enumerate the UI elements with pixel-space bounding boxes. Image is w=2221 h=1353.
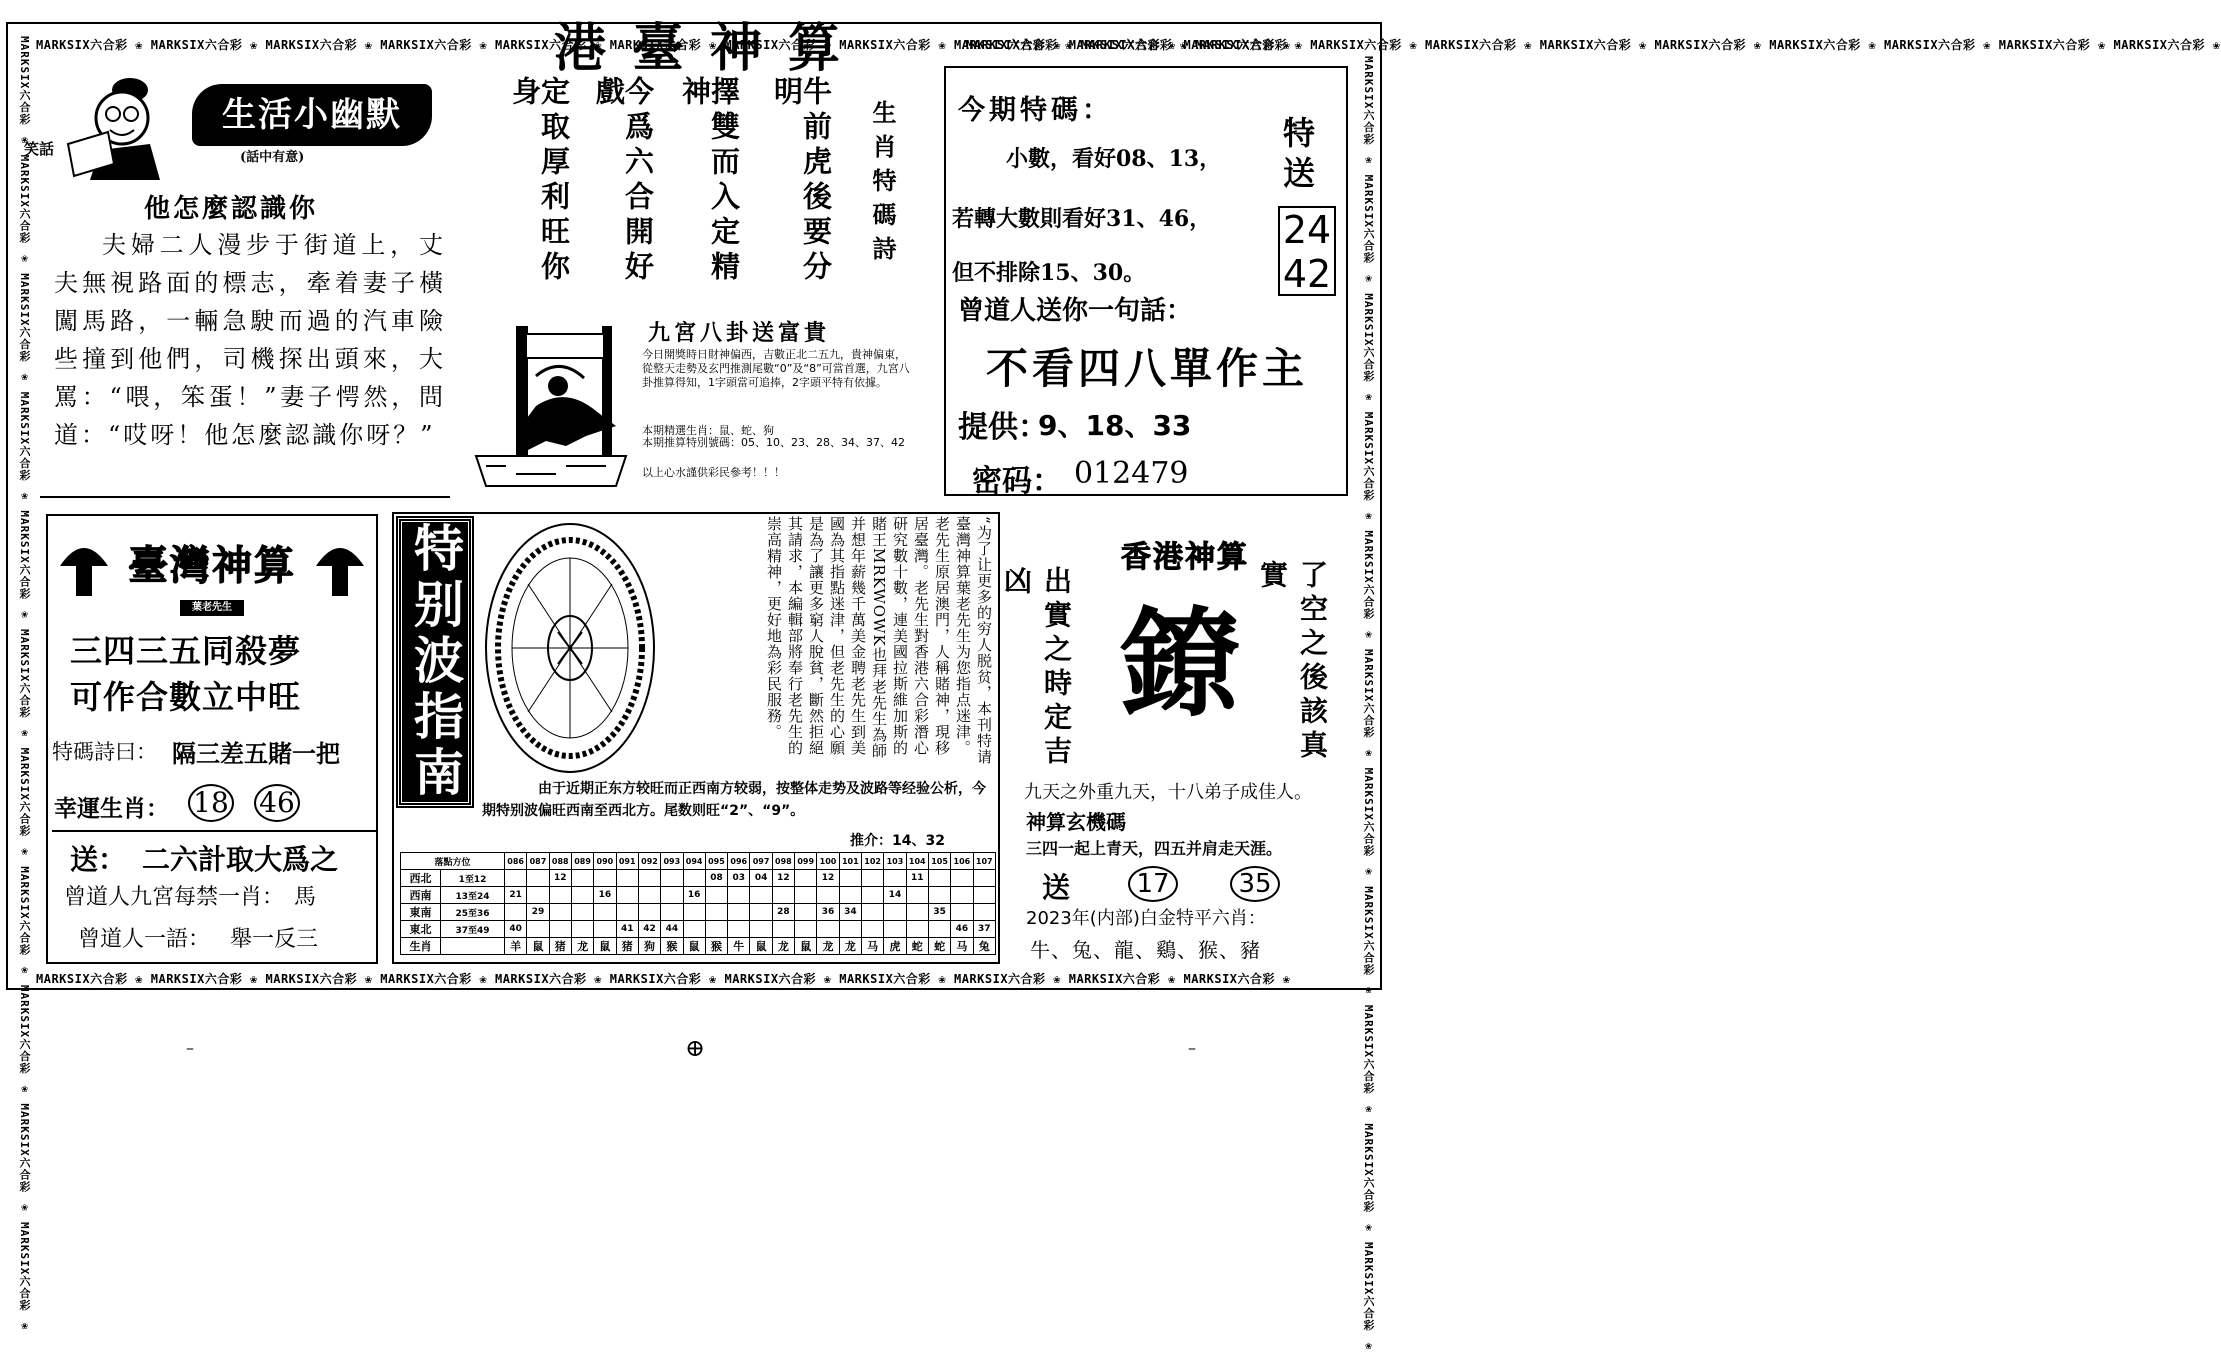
table-cell — [906, 887, 928, 904]
table-cell: 蛇 — [928, 938, 950, 955]
top-right-band: MARKSIX六合彩 ❀ MARKSIX六合彩 ❀ MARKSIX六合彩 ❀ MARKSIX六合彩 ❀ MARKSIX六合彩 ❀ MARKSIX六合彩 ❀ MARKSIX六合彩 ❀ MARKSIX六合彩 ❀ MARKSIX六合彩 ❀ MARKSIX六合彩 ❀ MARKSIX六合彩 ❀ — [966, 38, 2221, 52]
table-cell — [906, 921, 928, 938]
table-cell — [705, 921, 727, 938]
table-cell: 12 — [772, 870, 794, 887]
poem-line-2: 擇雙而入定精神 — [678, 76, 741, 286]
table-cell: 兔 — [973, 938, 995, 955]
table-cell — [928, 870, 950, 887]
left-band: MARKSIX六合彩 ❀ MARKSIX六合彩 ❀ MARKSIX六合彩 ❀ MARKSIX六合彩 ❀ MARKSIX六合彩 ❀ MARKSIX六合彩 ❀ MARKSIX六合彩 ❀ MARKSIX六合彩 ❀ MARKSIX六合彩 ❀ MARKSIX六合彩 ❀ MARKSIX六合彩 ❀ — [18, 36, 31, 1334]
lucky-label: 幸運生肖： — [54, 795, 169, 822]
table-cell — [795, 904, 817, 921]
right-mushroom-icon — [314, 540, 366, 600]
row-direction: 生肖 — [401, 938, 441, 955]
period-header: 101 — [839, 853, 861, 870]
poem-line-1: 牛前虎後要分明 — [770, 76, 833, 286]
table-cell: 狗 — [638, 938, 660, 955]
table-cell — [571, 904, 593, 921]
table-cell: 16 — [683, 887, 705, 904]
table-cell — [862, 870, 884, 887]
ban-label: 曾道人九宮每禁一肖： — [64, 885, 285, 910]
table-cell — [594, 870, 616, 887]
table-cell: 46 — [951, 921, 973, 938]
send-label: 送： — [70, 843, 127, 876]
period-header: 097 — [750, 853, 772, 870]
side-number-1: 24 — [1282, 208, 1332, 252]
table-cell — [638, 887, 660, 904]
table-row — [401, 887, 996, 904]
period-header: 104 — [906, 853, 928, 870]
poem-line-3: 今爲六合開好戲 — [592, 76, 655, 286]
table-cell: 40 — [505, 921, 527, 938]
wave-table-wrap — [400, 852, 996, 960]
taiwan-poem-label: 特碼詩曰： — [52, 740, 157, 764]
table-cell: 龙 — [817, 938, 839, 955]
footer-left-dash: – — [186, 1038, 194, 1057]
table-cell — [839, 887, 861, 904]
period-header: 103 — [884, 853, 906, 870]
table-cell — [973, 904, 995, 921]
taiwan-author: 葉老先生 — [180, 600, 244, 616]
table-cell — [728, 887, 750, 904]
hk-big-char: 鐐 — [1120, 594, 1239, 733]
table-cell — [973, 870, 995, 887]
table-cell: 34 — [839, 904, 861, 921]
table-cell: 21 — [505, 887, 527, 904]
table-cell — [795, 887, 817, 904]
period-header: 096 — [728, 853, 750, 870]
period-header: 089 — [571, 853, 593, 870]
table-row — [401, 938, 996, 955]
table-cell: 鼠 — [683, 938, 705, 955]
nine-palace-footer: 以上心水謹供彩民參考！！！ — [642, 466, 785, 479]
table-cell — [683, 904, 705, 921]
table-cell — [884, 870, 906, 887]
wave-title: 特别波指南 — [398, 518, 472, 806]
row-direction: 西南 — [401, 887, 441, 904]
period-header: 105 — [928, 853, 950, 870]
table-cell — [527, 870, 549, 887]
table-cell — [638, 904, 660, 921]
footer-right-dash: – — [1188, 1038, 1196, 1057]
table-cell — [616, 904, 638, 921]
special-side-numbers — [1278, 206, 1336, 296]
table-cell — [594, 921, 616, 938]
table-cell — [817, 887, 839, 904]
period-header: 094 — [683, 853, 705, 870]
hk-send-number-2: 35 — [1230, 866, 1280, 902]
table-cell — [683, 870, 705, 887]
table-cell — [705, 887, 727, 904]
top-left-band: MARKSIX六合彩 ❀ MARKSIX六合彩 ❀ MARKSIX六合彩 ❀ MARKSIX六合彩 ❀ MARKSIX六合彩 ❀ MARKSIX六合彩 ❀ MARKSIX六合彩 ❀ MARKSIX六合彩 ❀ MARKSIX六合彩 ❀ MARKSIX六合彩 ❀ MARKSIX六合彩 ❀ — [36, 38, 1291, 52]
table-cell: 12 — [817, 870, 839, 887]
saying-title: 曾道人送你一句話： — [958, 296, 1193, 326]
period-header: 098 — [772, 853, 794, 870]
compass-wheel — [482, 520, 658, 776]
table-cell — [884, 921, 906, 938]
table-cell: 猴 — [705, 938, 727, 955]
table-row — [401, 904, 996, 921]
row-direction: 東南 — [401, 904, 441, 921]
hk-zodiac-title: 2023年(内部)白金特平六肖： — [1026, 908, 1266, 929]
table-cell: 马 — [951, 938, 973, 955]
table-cell — [862, 887, 884, 904]
table-cell: 鼠 — [594, 938, 616, 955]
story-title: 他怎麼認識你 — [144, 194, 319, 224]
taiwan-riddle-2: 可作合數立中旺 — [70, 678, 302, 716]
table-cell: 鼠 — [795, 938, 817, 955]
joke-badge: 笑話 — [24, 140, 55, 158]
period-header: 088 — [549, 853, 571, 870]
hk-send-label: 送 — [1042, 871, 1071, 904]
provide-label: 提供： — [958, 410, 1048, 445]
poem-label: 生肖特碼詩 — [868, 100, 897, 270]
table-corner: 落點方位 — [401, 853, 505, 870]
table-cell — [527, 887, 549, 904]
table-cell: 猴 — [661, 938, 683, 955]
table-cell: 04 — [750, 870, 772, 887]
taiwan-divider — [52, 830, 378, 832]
table-cell: 蛇 — [906, 938, 928, 955]
hk-code-title: 神算玄機碼 — [1026, 810, 1126, 834]
poem-line-4: 定取厚利旺你身 — [508, 76, 571, 286]
table-cell — [951, 870, 973, 887]
row-range: 37至49 — [441, 921, 505, 938]
humor-title: 生活小幽默 — [192, 84, 432, 146]
special-line-1: 小數，看好08、13， — [1006, 146, 1222, 172]
special-side-label: 特送 — [1278, 116, 1316, 196]
cartoon-figure — [60, 60, 180, 180]
send-text: 二六計取大爲之 — [142, 843, 339, 876]
table-cell — [571, 887, 593, 904]
table-cell — [795, 870, 817, 887]
table-cell — [750, 887, 772, 904]
row-direction: 東北 — [401, 921, 441, 938]
hk-send-number-1: 17 — [1128, 866, 1178, 902]
table-cell: 44 — [661, 921, 683, 938]
table-cell — [549, 904, 571, 921]
table-cell — [728, 904, 750, 921]
table-cell — [817, 921, 839, 938]
table-cell: 37 — [973, 921, 995, 938]
table-cell: 马 — [862, 938, 884, 955]
wave-intro — [664, 516, 994, 770]
nine-palace-select: 本期精選生肖：鼠、蛇、狗 — [642, 424, 774, 437]
row-range: 25至36 — [441, 904, 505, 921]
hk-code-text: 三四一起上青天，四五并肩走天涯。 — [1026, 839, 1283, 858]
period-header: 087 — [527, 853, 549, 870]
nine-palace-text: 今日開獎時日財神偏西，吉數正北二五九，貴神偏東，從整天走勢及玄門推測尾數“0”及“8”可當首選，九宮八卦推算得知，1字頭當可追捧，2字頭平特有依據。 — [642, 348, 910, 389]
period-header: 099 — [795, 853, 817, 870]
table-cell — [862, 904, 884, 921]
table-cell: 猪 — [549, 938, 571, 955]
lucky-number-2: 46 — [254, 784, 300, 822]
table-cell — [839, 870, 861, 887]
humor-story: 夫婦二人漫步于街道上，丈夫無視路面的標志，牽着妻子橫闖馬路，一輛急駛而過的汽車險些撞到他們，司機探出頭來，大罵：“喂，笨蛋！”妻子愕然，問道：“哎呀！他怎麼認識你呀？” — [54, 231, 446, 449]
table-cell — [549, 887, 571, 904]
provide-numbers: 9、18、33 — [1038, 409, 1192, 442]
period-header: 100 — [817, 853, 839, 870]
wave-intro-part-2: 并想年薪幾千萬美金聘老先生到美國為其指點迷津，但老先生的心願是為了讓更多窮人脫貧，斷然拒絕其請求，本編輯部將奉行老先生的崇高精神，更好地為彩民服務。 — [765, 516, 867, 756]
table-cell: 羊 — [505, 938, 527, 955]
nine-palace-title: 九宮八卦送富貴 — [648, 320, 831, 346]
taiwan-poem-text: 隔三差五賭一把 — [172, 739, 340, 768]
table-cell: 14 — [884, 887, 906, 904]
table-cell — [795, 921, 817, 938]
page-title: 港臺神算 — [553, 18, 866, 79]
hk-left-verse: 出實之時定吉凶 — [1000, 566, 1073, 770]
wave-recommend: 推介：14、32 — [850, 833, 945, 849]
hk-right-verse: 了空之後該真實 — [1256, 560, 1329, 764]
table-cell: 35 — [928, 904, 950, 921]
table-cell — [661, 904, 683, 921]
saying-text: 不看四八單作主 — [986, 344, 1309, 393]
table-cell — [638, 870, 660, 887]
table-cell — [549, 921, 571, 938]
table-cell — [705, 904, 727, 921]
period-header: 090 — [594, 853, 616, 870]
password-label: 密码： — [972, 464, 1062, 499]
ban-text: 馬 — [294, 885, 317, 910]
table-cell: 36 — [817, 904, 839, 921]
taiwan-title: 臺灣神算 — [128, 542, 296, 589]
registration-mark-icon: ⊕ — [684, 1034, 706, 1062]
table-cell: 虎 — [884, 938, 906, 955]
period-header: 107 — [973, 853, 995, 870]
table-row — [401, 870, 996, 887]
table-cell — [571, 921, 593, 938]
table-cell: 12 — [549, 870, 571, 887]
humor-subtitle: (話中有意) — [240, 150, 305, 165]
period-header: 092 — [638, 853, 660, 870]
table-cell: 猪 — [616, 938, 638, 955]
table-cell — [862, 921, 884, 938]
table-cell — [594, 904, 616, 921]
table-cell — [951, 887, 973, 904]
nine-palace-numbers: 本期推算特別號碼：05、10、23、28、34、37、42 — [642, 436, 905, 449]
table-cell — [661, 870, 683, 887]
table-cell — [616, 887, 638, 904]
table-cell — [728, 921, 750, 938]
table-cell: 16 — [594, 887, 616, 904]
table-cell — [884, 904, 906, 921]
row-direction: 西北 — [401, 870, 441, 887]
table-cell: 龙 — [571, 938, 593, 955]
special-line-2: 若轉大數則看好31、46， — [952, 206, 1212, 232]
lucky-number-1: 18 — [188, 784, 234, 822]
period-header: 091 — [616, 853, 638, 870]
table-cell: 龙 — [772, 938, 794, 955]
taiwan-saying-text: 舉一反三 — [230, 927, 319, 952]
bottom-band: MARKSIX六合彩 ❀ MARKSIX六合彩 ❀ MARKSIX六合彩 ❀ MARKSIX六合彩 ❀ MARKSIX六合彩 ❀ MARKSIX六合彩 ❀ MARKSIX六合彩 ❀ MARKSIX六合彩 ❀ MARKSIX六合彩 ❀ MARKSIX六合彩 ❀ MARKSIX六合彩 ❀ — [36, 972, 1291, 986]
table-cell — [928, 887, 950, 904]
table-cell: 牛 — [728, 938, 750, 955]
table-cell: 鼠 — [750, 938, 772, 955]
table-cell: 28 — [772, 904, 794, 921]
horse-archer-image — [466, 316, 636, 492]
password-value: 012479 — [1074, 456, 1189, 491]
table-cell — [683, 921, 705, 938]
wave-intro-part-1: “为了让更多的穷人脱贫，本刊特请臺灣神算葉老先生为您指点迷津。老先生原居澳門，人稱賭神，現移居臺灣。老先生對香港六合彩潛心研究數十數，連美國拉斯維加斯的賭王MRKWOWK也拜老先生為師 — [870, 516, 993, 765]
right-band: MARKSIX六合彩 ❀ MARKSIX六合彩 ❀ MARKSIX六合彩 ❀ MARKSIX六合彩 ❀ MARKSIX六合彩 ❀ MARKSIX六合彩 ❀ MARKSIX六合彩 ❀ MARKSIX六合彩 ❀ MARKSIX六合彩 ❀ MARKSIX六合彩 ❀ MARKSIX六合彩 ❀ — [1362, 56, 1375, 1353]
table-row — [401, 921, 996, 938]
taiwan-saying-label: 曾道人一語： — [78, 927, 211, 952]
period-header: 106 — [951, 853, 973, 870]
table-cell — [616, 870, 638, 887]
period-header: 095 — [705, 853, 727, 870]
table-cell: 08 — [705, 870, 727, 887]
table-cell — [505, 870, 527, 887]
row-range: 1至12 — [441, 870, 505, 887]
hk-title: 香港神算 — [1121, 540, 1249, 575]
table-cell — [750, 904, 772, 921]
row-range — [441, 938, 505, 955]
table-cell — [839, 921, 861, 938]
table-cell — [661, 887, 683, 904]
table-cell: 鼠 — [527, 938, 549, 955]
hk-line: 九天之外重九天，十八弟子成佳人。 — [1024, 782, 1312, 803]
table-cell — [505, 904, 527, 921]
table-cell — [951, 904, 973, 921]
period-header: 086 — [505, 853, 527, 870]
period-header: 102 — [862, 853, 884, 870]
table-cell: 29 — [527, 904, 549, 921]
table-cell — [973, 887, 995, 904]
period-header: 093 — [661, 853, 683, 870]
table-cell — [772, 887, 794, 904]
table-cell: 龙 — [839, 938, 861, 955]
wave-table — [400, 852, 996, 955]
table-cell — [772, 921, 794, 938]
table-cell — [571, 870, 593, 887]
table-cell — [928, 921, 950, 938]
row-range: 13至24 — [441, 887, 505, 904]
hk-zodiac: 牛、兔、龍、鷄、猴、豬 — [1030, 938, 1261, 962]
special-line-3: 但不排除15、30。 — [952, 260, 1146, 286]
side-number-2: 42 — [1282, 252, 1332, 296]
table-cell — [527, 921, 549, 938]
table-cell: 41 — [616, 921, 638, 938]
table-cell: 42 — [638, 921, 660, 938]
divider-line — [40, 496, 450, 498]
taiwan-riddle-1: 三四三五同殺夢 — [70, 632, 302, 670]
table-cell — [906, 904, 928, 921]
table-cell: 11 — [906, 870, 928, 887]
special-title: 今期特碼： — [958, 95, 1113, 126]
table-cell — [750, 921, 772, 938]
left-mushroom-icon — [58, 540, 110, 600]
wave-analysis: 由于近期正东方较旺而正西南方较弱，按整体走势及波路等经验公析，今期特别波偏旺西南至西北方。尾数则旺“2”、“9”。 — [482, 781, 986, 819]
table-cell: 03 — [728, 870, 750, 887]
